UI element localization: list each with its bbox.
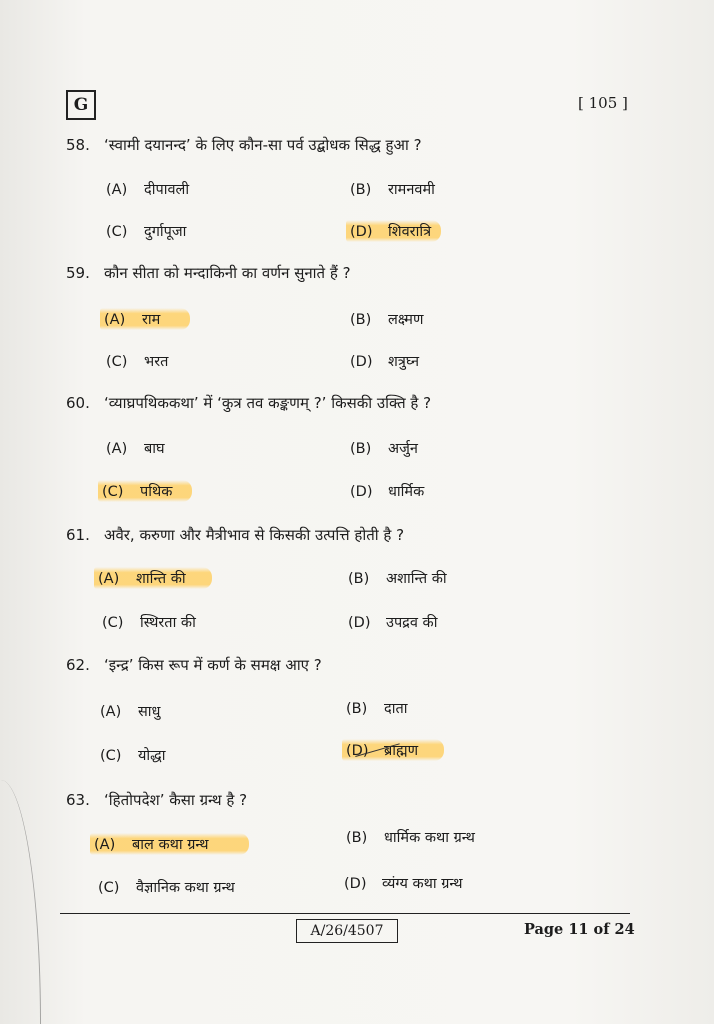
question-text: 62. ‘इन्द्र’ किस रूप में कर्ण के समक्ष आए ? — [66, 656, 322, 674]
question-text: 61. अवैर, करुणा और मैत्रीभाव से किसकी उत्पत्ति होती है ? — [66, 526, 405, 544]
option-b[interactable]: (B) रामनवमी — [350, 182, 435, 198]
option-d[interactable]: (D) शत्रुघ्न — [350, 354, 420, 370]
option-b[interactable]: (B) लक्ष्मण — [350, 312, 424, 328]
option-d[interactable]: (D) धार्मिक — [350, 484, 425, 500]
page-number-top: [ 105 ] — [578, 94, 628, 112]
option-d-highlighted[interactable]: (D) शिवरात्रि — [346, 220, 441, 242]
question-number: 58. — [66, 136, 90, 154]
option-b[interactable]: (B) धार्मिक कथा ग्रन्थ — [346, 830, 475, 846]
footer-rule — [60, 913, 630, 914]
option-a[interactable]: (A) बाघ — [106, 441, 165, 457]
question-text: 58. ‘स्वामी दयानन्द’ के लिए कौन-सा पर्व उद्बोधक सिद्ध हुआ ? — [66, 136, 422, 154]
option-a-highlighted[interactable]: (A) राम — [100, 308, 190, 330]
question-number: 62. — [66, 656, 90, 674]
option-b[interactable]: (B) दाता — [346, 701, 408, 717]
option-a[interactable]: (A) दीपावली — [106, 182, 190, 198]
option-c[interactable]: (C) भरत — [106, 354, 169, 370]
question-text: 59. कौन सीता को मन्दाकिनी का वर्णन सुनाते हैं ? — [66, 264, 351, 282]
option-d[interactable]: (D) व्यंग्य कथा ग्रन्थ — [344, 876, 463, 892]
question-set-box: G — [66, 90, 96, 120]
page-counter: Page 11 of 24 — [524, 921, 635, 938]
option-d[interactable]: (D) उपद्रव की — [348, 615, 438, 631]
question-text: 60. ‘व्याघ्रपथिककथा’ में ‘कुत्र तव कङ्कणम् ?’ किसकी उक्ति है ? — [66, 394, 432, 412]
option-a-highlighted[interactable]: (A) शान्ति की — [94, 567, 212, 589]
option-c[interactable]: (C) दुर्गापूजा — [106, 224, 187, 240]
question-number: 63. — [66, 791, 90, 809]
option-c[interactable]: (C) योद्धा — [100, 748, 166, 764]
option-c[interactable]: (C) वैज्ञानिक कथा ग्रन्थ — [98, 880, 235, 896]
question-text: 63. ‘हितोपदेश’ कैसा ग्रन्थ है ? — [66, 791, 248, 809]
question-number: 61. — [66, 526, 90, 544]
question-number: 60. — [66, 394, 90, 412]
option-d-highlighted[interactable]: (D) ब्राह्मण — [342, 739, 444, 761]
option-a-highlighted[interactable]: (A) बाल कथा ग्रन्थ — [90, 833, 249, 855]
question-number: 59. — [66, 264, 90, 282]
option-b[interactable]: (B) अशान्ति की — [348, 571, 447, 587]
paper-code-box: A/26/4507 — [296, 919, 398, 943]
option-c[interactable]: (C) स्थिरता की — [102, 615, 196, 631]
page-fold-shadow — [0, 780, 41, 1024]
option-c-highlighted[interactable]: (C) पथिक — [98, 480, 192, 502]
option-a[interactable]: (A) साधु — [100, 704, 161, 720]
option-b[interactable]: (B) अर्जुन — [350, 441, 418, 457]
